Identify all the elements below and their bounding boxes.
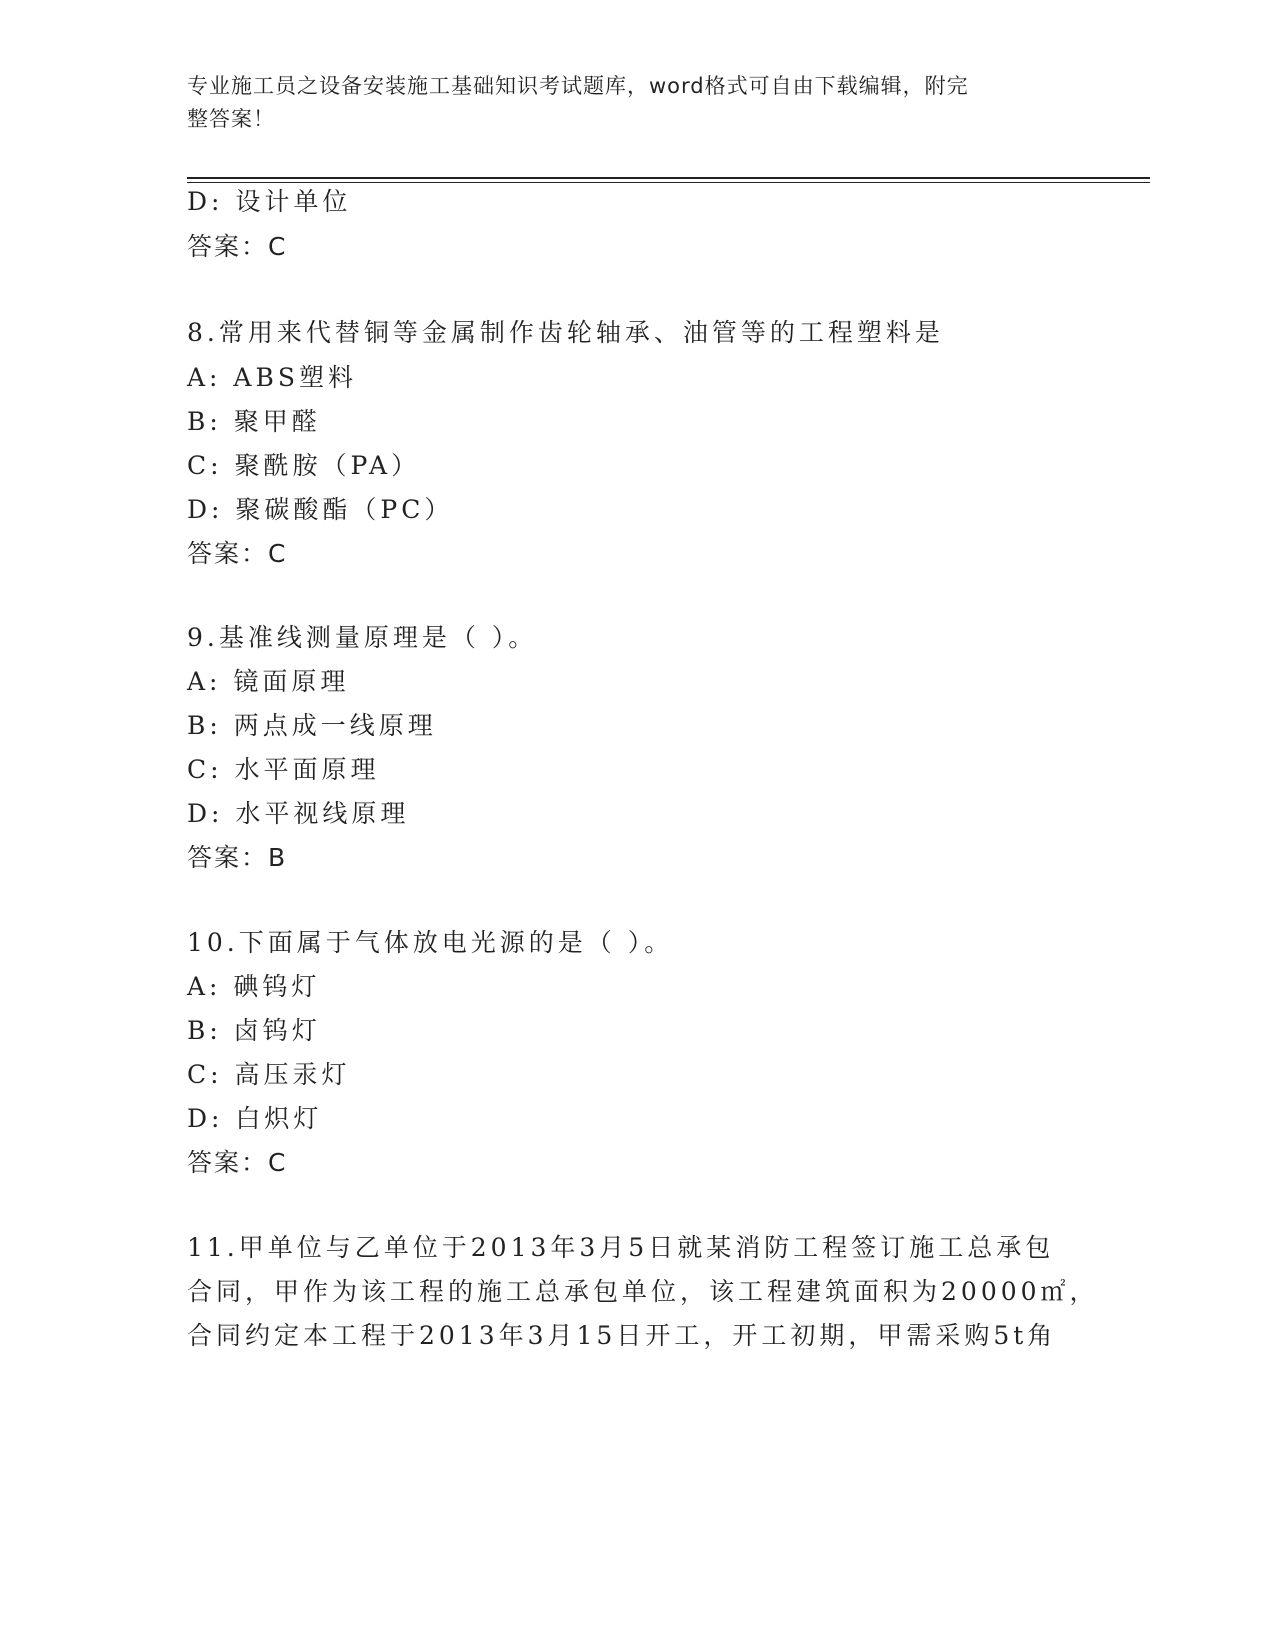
q11-stem-line-3: 合同约定本工程于2013年3月15日开工，开工初期，甲需采购5t角 [187,1321,1057,1350]
q8-option-a: A: ABS塑料 [187,363,357,392]
q9-option-c: C: 水平面原理 [187,755,380,784]
q8-answer: 答案：C [187,539,288,568]
q9-option-a: A: 镜面原理 [187,667,350,696]
q10-option-a: A: 碘钨灯 [187,972,321,1001]
q11-stem-line-2: 合同，甲作为该工程的施工总承包单位，该工程建筑面积为20000㎡， [187,1277,1099,1306]
header-divider-thick [187,177,1150,179]
q11-stem-line-1: 11.甲单位与乙单位于2013年3月5日就某消防工程签订施工总承包 [187,1233,1055,1262]
header-line-1: 专业施工员之设备安装施工基础知识考试题库，word格式可自由下载编辑，附完 [187,74,969,98]
q8-option-d: D: 聚碳酸酯（PC） [187,495,454,524]
q9-answer: 答案：B [187,843,288,872]
q9-option-d: D: 水平视线原理 [187,799,410,828]
header-line-2: 整答案！ [187,107,275,131]
q9-stem: 9.基准线测量原理是（ ）。 [187,623,538,652]
q9-option-b: B: 两点成一线原理 [187,711,437,740]
q10-option-b: B: 卤钨灯 [187,1016,321,1045]
q10-answer: 答案：C [187,1148,288,1177]
prev-option-d: D: 设计单位 [187,187,352,216]
q8-stem: 8.常用来代替铜等金属制作齿轮轴承、油管等的工程塑料是 [187,318,944,347]
prev-answer: 答案：C [187,232,288,261]
document-header [187,70,1067,136]
q10-option-c: C: 高压汞灯 [187,1060,351,1089]
header-divider-thin [187,182,1150,183]
q10-stem: 10.下面属于气体放电光源的是（ ）。 [187,928,674,957]
q8-option-c: C: 聚酰胺（PA） [187,451,421,480]
q8-option-b: B: 聚甲醛 [187,407,321,436]
q10-option-d: D: 白炽灯 [187,1104,323,1133]
